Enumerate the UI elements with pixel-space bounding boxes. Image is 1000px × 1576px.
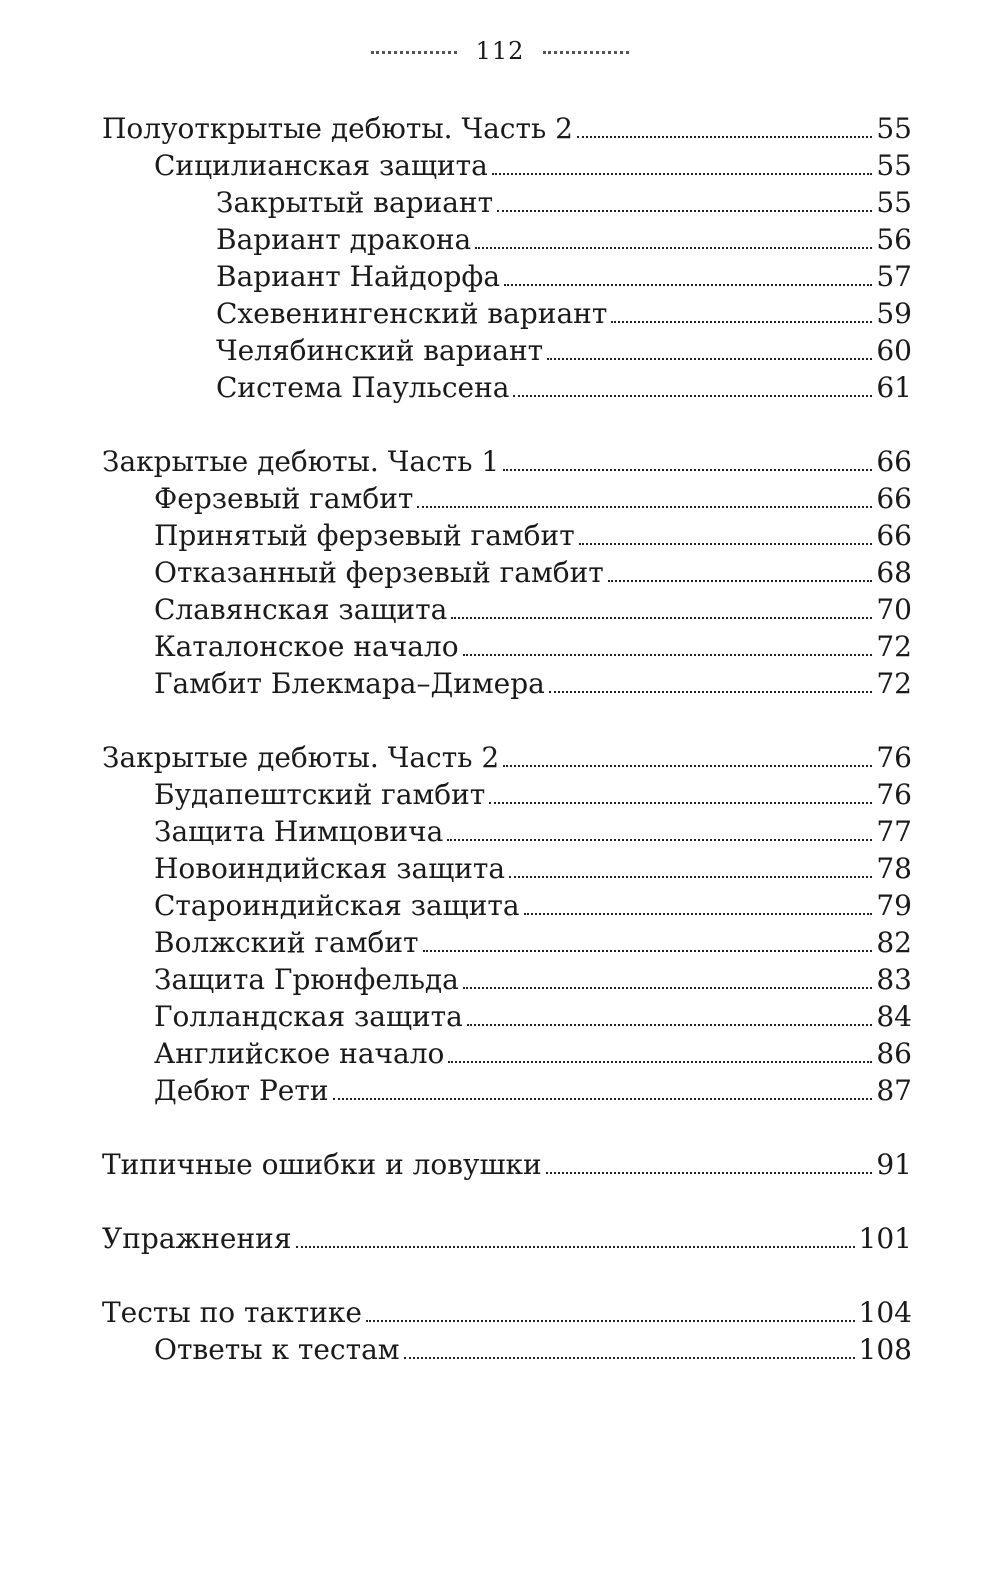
toc-entry-page: 59	[876, 297, 912, 330]
toc-section	[102, 1220, 912, 1257]
toc-entry[interactable]	[102, 480, 912, 517]
toc-entry-page: 87	[876, 1074, 912, 1107]
toc-entry-title: Вариант дракона	[216, 223, 472, 256]
toc-entry-title: Типичные ошибки и ловушки	[102, 1148, 542, 1181]
toc-entry-title: Упражнения	[102, 1222, 292, 1255]
toc-entry[interactable]	[102, 591, 912, 628]
toc-entry[interactable]	[102, 1331, 912, 1368]
toc-entry[interactable]	[102, 258, 912, 295]
dot-leader	[608, 580, 873, 582]
toc-entry-page: 101	[858, 1222, 912, 1255]
toc-entry-page: 55	[876, 149, 912, 182]
toc-entry-page: 66	[876, 519, 912, 552]
dot-leader	[504, 284, 872, 286]
toc-entry[interactable]	[102, 443, 912, 480]
toc-entry-title: Челябинский вариант	[216, 334, 544, 367]
toc-entry-page: 86	[876, 1037, 912, 1070]
dot-leader	[463, 987, 872, 989]
toc-entry-page: 76	[876, 778, 912, 811]
toc-entry[interactable]	[102, 554, 912, 591]
toc-entry[interactable]	[102, 1294, 912, 1331]
toc-section	[102, 110, 912, 406]
toc-entry-title: Система Паульсена	[216, 371, 510, 404]
toc-entry[interactable]	[102, 887, 912, 924]
toc-entry[interactable]	[102, 665, 912, 702]
header-rule-right	[543, 51, 629, 54]
dot-leader	[503, 469, 872, 471]
toc-entry[interactable]	[102, 998, 912, 1035]
dot-leader	[423, 950, 873, 952]
dot-leader	[497, 210, 872, 212]
toc-entry-page: 82	[876, 926, 912, 959]
toc-entry-title: Каталонское начало	[154, 630, 459, 663]
toc-entry[interactable]	[102, 295, 912, 332]
toc-entry-title: Полуоткрытые дебюты. Часть 2	[102, 112, 573, 145]
toc-entry-title: Закрытые дебюты. Часть 2	[102, 741, 500, 774]
toc-entry[interactable]	[102, 184, 912, 221]
dot-leader	[524, 913, 873, 915]
toc-section	[102, 739, 912, 1109]
toc-entry[interactable]	[102, 1072, 912, 1109]
toc-entry-title: Гамбит Блекмара–Димера	[154, 667, 545, 700]
toc-entry-title: Ответы к тестам	[154, 1333, 400, 1366]
dot-leader	[447, 839, 872, 841]
dot-leader	[492, 173, 873, 175]
toc-entry-title: Защита Нимцовича	[154, 815, 444, 848]
toc-entry-page: 72	[876, 667, 912, 700]
dot-leader	[489, 802, 872, 804]
toc-entry[interactable]	[102, 850, 912, 887]
toc-entry-title: Волжский гамбит	[154, 926, 419, 959]
toc-entry-title: Ферзевый гамбит	[154, 482, 414, 515]
toc-entry[interactable]	[102, 517, 912, 554]
toc-entry-title: Закрытые дебюты. Часть 1	[102, 445, 500, 478]
toc-entry-title: Славянская защита	[154, 593, 448, 626]
toc-entry-page: 55	[876, 186, 912, 219]
dot-leader	[417, 506, 872, 508]
toc-section	[102, 1294, 912, 1368]
dot-leader	[509, 876, 872, 878]
toc-entry[interactable]	[102, 221, 912, 258]
toc-entry[interactable]	[102, 628, 912, 665]
toc-entry-page: 76	[876, 741, 912, 774]
header-rule-left	[371, 51, 457, 54]
toc-entry-page: 91	[876, 1148, 912, 1181]
dot-leader	[448, 1061, 872, 1063]
dot-leader	[366, 1320, 855, 1322]
toc-entry[interactable]	[102, 332, 912, 369]
toc-entry-page: 77	[876, 815, 912, 848]
toc-entry-page: 57	[876, 260, 912, 293]
toc-entry-page: 84	[876, 1000, 912, 1033]
toc-entry-title: Дебют Рети	[154, 1074, 329, 1107]
toc-section	[102, 443, 912, 702]
dot-leader	[451, 617, 872, 619]
toc-entry-page: 104	[858, 1296, 912, 1329]
toc-entry-page: 79	[876, 889, 912, 922]
toc-entry[interactable]	[102, 147, 912, 184]
toc-entry[interactable]	[102, 924, 912, 961]
toc-entry-title: Новоиндийская защита	[154, 852, 506, 885]
toc-entry-page: 68	[876, 556, 912, 589]
dot-leader	[579, 543, 873, 545]
toc-entry-title: Голландская защита	[154, 1000, 463, 1033]
dot-leader	[546, 1172, 873, 1174]
toc-entry[interactable]	[102, 739, 912, 776]
dot-leader	[475, 247, 872, 249]
toc-entry-title: Вариант Найдорфа	[216, 260, 501, 293]
toc-entry[interactable]	[102, 813, 912, 850]
toc-entry-page: 56	[876, 223, 912, 256]
page-header	[0, 36, 1000, 66]
toc-entry[interactable]	[102, 110, 912, 147]
toc-entry-page: 83	[876, 963, 912, 996]
dot-leader	[463, 654, 873, 656]
toc-entry-page: 78	[876, 852, 912, 885]
toc-entry-page: 66	[876, 482, 912, 515]
toc-entry[interactable]	[102, 961, 912, 998]
toc-section	[102, 1146, 912, 1183]
dot-leader	[549, 691, 873, 693]
toc-entry[interactable]	[102, 776, 912, 813]
dot-leader	[333, 1098, 873, 1100]
toc-entry-title: Закрытый вариант	[216, 186, 494, 219]
dot-leader	[404, 1357, 855, 1359]
toc-entry[interactable]	[102, 1146, 912, 1183]
toc-entry-title: Староиндийская защита	[154, 889, 520, 922]
toc-entry[interactable]	[102, 369, 912, 406]
dot-leader	[611, 321, 872, 323]
toc-entry-title: Сицилианская защита	[154, 149, 488, 182]
toc-entry-page: 66	[876, 445, 912, 478]
toc-entry-page: 70	[876, 593, 912, 626]
toc-entry-title: Принятый ферзевый гамбит	[154, 519, 575, 552]
toc-entry-title: Отказанный ферзевый гамбит	[154, 556, 604, 589]
dot-leader	[467, 1024, 873, 1026]
toc-entry-title: Тесты по тактике	[102, 1296, 362, 1329]
toc-entry-page: 72	[876, 630, 912, 663]
dot-leader	[547, 358, 872, 360]
toc-entry-title: Будапештский гамбит	[154, 778, 486, 811]
dot-leader	[503, 765, 872, 767]
toc-entry-title: Схевенингенский вариант	[216, 297, 608, 330]
table-of-contents	[102, 110, 912, 1405]
page-number: 112	[475, 37, 525, 65]
dot-leader	[513, 395, 872, 397]
toc-entry-page: 108	[858, 1333, 912, 1366]
toc-entry-page: 60	[876, 334, 912, 367]
dot-leader	[577, 136, 872, 138]
toc-entry[interactable]	[102, 1220, 912, 1257]
toc-entry[interactable]	[102, 1035, 912, 1072]
toc-entry-page: 61	[876, 371, 912, 404]
dot-leader	[296, 1246, 855, 1248]
toc-entry-page: 55	[876, 112, 912, 145]
toc-entry-title: Английское начало	[154, 1037, 445, 1070]
toc-entry-title: Защита Грюнфельда	[154, 963, 459, 996]
